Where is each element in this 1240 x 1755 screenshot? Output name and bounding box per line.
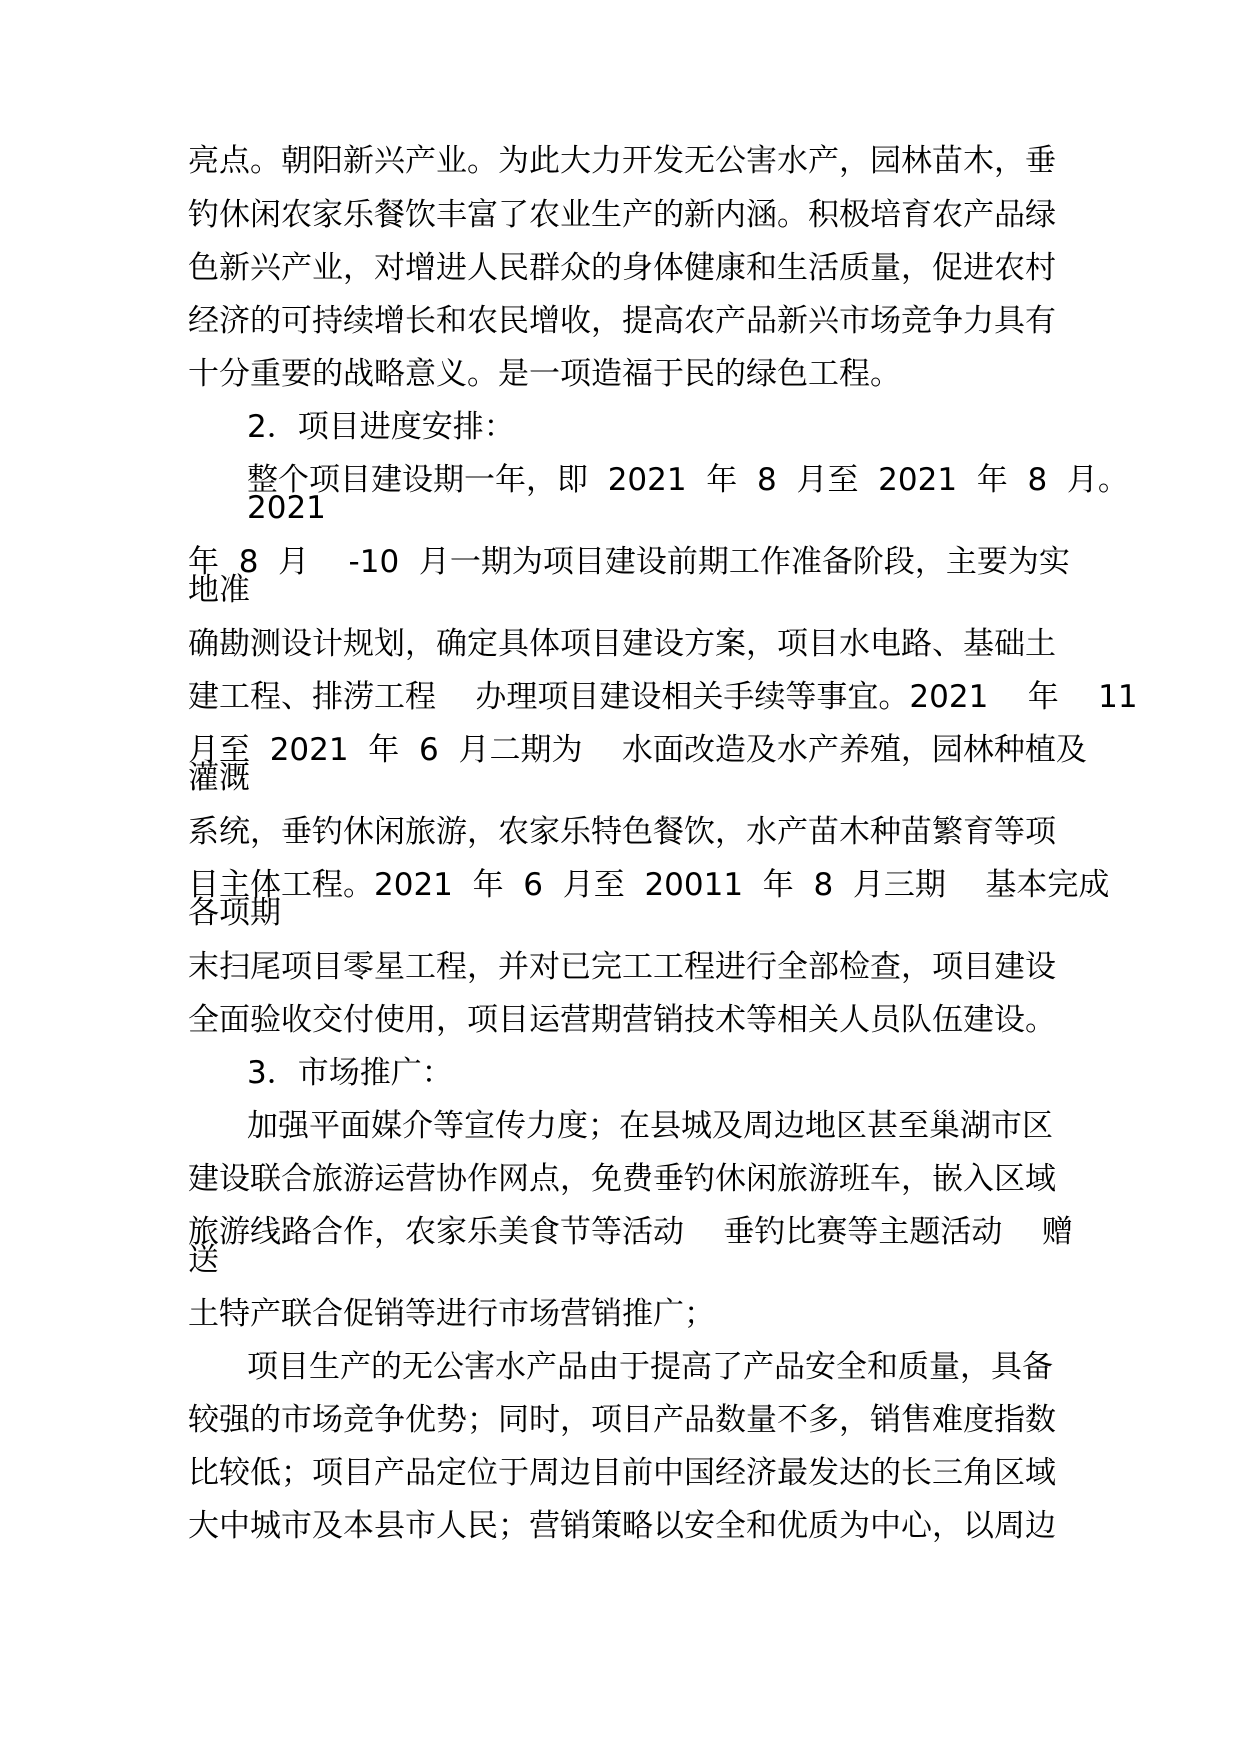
text-line: 年 8 月 -10 月一期为项目建设前期工作准备阶段，主要为实: [188, 544, 1070, 580]
section-heading: 2．项目进度安排：: [247, 409, 515, 445]
text-line: 送: [188, 1242, 219, 1278]
text-line: 较强的市场竞争优势；同时，项目产品数量不多，销售难度指数: [188, 1402, 1056, 1438]
text-line: 旅游线路合作，农家乐美食节等活动 垂钓比赛等主题活动 赠: [188, 1214, 1073, 1250]
text-line: 钓休闲农家乐餐饮丰富了农业生产的新内涵。积极培育农产品绿: [188, 197, 1056, 233]
text-line: 月至 2021 年 6 月二期为 水面改造及水产养殖，园林种植及: [188, 732, 1087, 768]
text-line: 末扫尾项目零星工程，并对已完工工程进行全部检查，项目建设: [188, 949, 1056, 985]
text-line: 加强平面媒介等宣传力度；在县城及周边地区甚至巢湖市区: [247, 1108, 1053, 1144]
text-line: 大中城市及本县市人民；营销策略以安全和优质为中心，以周边: [188, 1508, 1056, 1544]
text-line: 整个项目建设期一年，即 2021 年 8 月至 2021 年 8 月。: [247, 462, 1129, 498]
text-line: 比较低；项目产品定位于周边目前中国经济最发达的长三角区域: [188, 1455, 1056, 1491]
text-line: 系统，垂钓休闲旅游，农家乐特色餐饮，水产苗木种苗繁育等项: [188, 814, 1056, 850]
text-line: 各项期: [188, 895, 281, 931]
text-line: 项目生产的无公害水产品由于提高了产品安全和质量，具备: [247, 1349, 1053, 1385]
section-heading: 3．市场推广：: [247, 1055, 453, 1091]
text-line: 土特产联合促销等进行市场营销推广；: [188, 1296, 715, 1332]
text-line: 经济的可持续增长和农民增收，提高农产品新兴市场竞争力具有: [188, 303, 1056, 339]
text-line: 地准: [188, 572, 250, 608]
text-line: 目主体工程。2021 年 6 月至 20011 年 8 月三期 基本完成: [188, 867, 1110, 903]
text-line: 灌溉: [188, 760, 250, 796]
text-line: 全面验收交付使用，项目运营期营销技术等相关人员队伍建设。: [188, 1002, 1056, 1038]
text-line: 亮点。朝阳新兴产业。为此大力开发无公害水产，园林苗木，垂: [188, 143, 1056, 179]
text-line: 十分重要的战略意义。是一项造福于民的绿色工程。: [188, 356, 901, 392]
text-line: 确勘测设计规划，确定具体项目建设方案，项目水电路、基础土: [188, 626, 1056, 662]
text-line: 建工程、排涝工程 办理项目建设相关手续等事宜。2021 年 11: [188, 679, 1138, 715]
text-line: 2021: [247, 490, 326, 526]
text-line: 建设联合旅游运营协作网点，免费垂钓休闲旅游班车，嵌入区域: [188, 1161, 1056, 1197]
text-line: 色新兴产业，对增进人民群众的身体健康和生活质量，促进农村: [188, 250, 1056, 286]
